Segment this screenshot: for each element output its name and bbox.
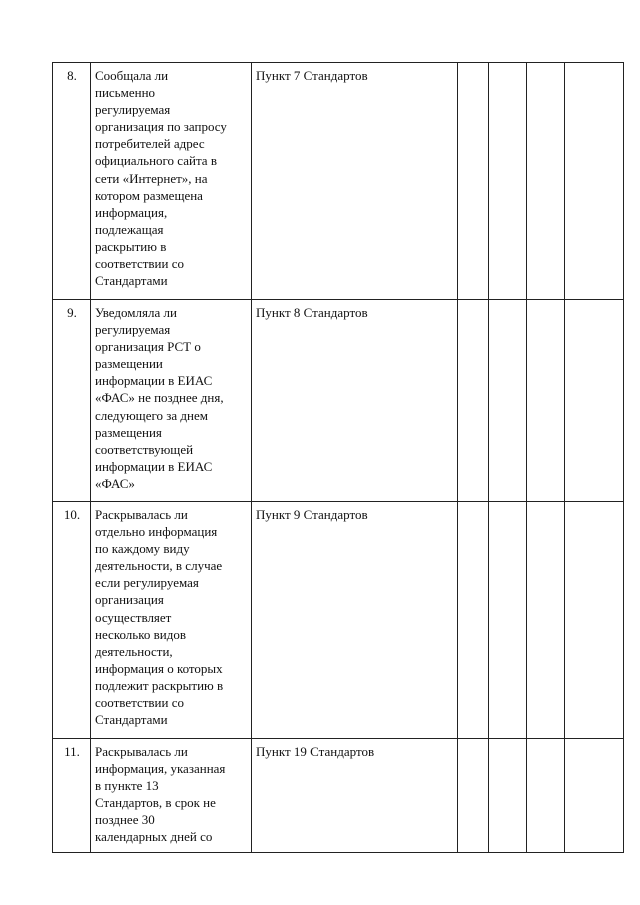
question-cell (91, 300, 252, 502)
question-line: «ФАС» не позднее дня, (95, 390, 224, 406)
reference-cell: Пункт 9 Стандартов (252, 502, 458, 739)
row-number: 9. (53, 300, 91, 502)
question-line: информации в ЕИАС (95, 373, 213, 389)
question-line: раскрытию в (95, 238, 167, 254)
answer-cell-na[interactable] (527, 739, 565, 853)
question-line: несколько видов (95, 626, 186, 642)
answer-cell-yes[interactable] (458, 63, 489, 300)
question-line: «ФАС» (95, 475, 135, 491)
question-cell (91, 739, 252, 853)
notes-cell[interactable] (565, 63, 624, 300)
answer-cell-yes[interactable] (458, 300, 489, 502)
answer-cell-no[interactable] (489, 739, 527, 853)
question-line: письменно (95, 85, 156, 101)
question-line: котором размещена (95, 187, 203, 203)
question-line: если регулируемая (95, 575, 199, 591)
answer-cell-no[interactable] (489, 63, 527, 300)
question-line: соответствии со (95, 695, 184, 711)
notes-cell[interactable] (565, 739, 624, 853)
row-number: 8. (53, 63, 91, 300)
question-line: Раскрывалась ли (95, 744, 188, 759)
reference-cell: Пункт 8 Стандартов (252, 300, 458, 502)
question-line: по каждому виду (95, 541, 190, 557)
question-line: сети «Интернет», на (95, 170, 208, 186)
question-cell (91, 502, 252, 739)
table-body (53, 63, 624, 853)
question-line: Стандартами (95, 273, 168, 289)
question-line: осуществляет (95, 609, 172, 625)
answer-cell-no[interactable] (489, 502, 527, 739)
row-number: 10. (53, 502, 91, 739)
question-line: Уведомляла ли (95, 305, 177, 320)
answer-cell-yes[interactable] (458, 502, 489, 739)
question-line: отдельно информация (95, 524, 218, 540)
question-line: официального сайта в (95, 153, 217, 169)
question-line: соответствии со (95, 256, 184, 272)
question-line: подлежащая (95, 221, 164, 237)
question-line: потребителей адрес (95, 136, 205, 152)
question-line: позднее 30 (95, 812, 155, 828)
question-line: информация о которых (95, 660, 223, 676)
answer-cell-no[interactable] (489, 300, 527, 502)
question-line: Сообщала ли (95, 68, 169, 83)
question-line: размещении (95, 356, 163, 372)
question-line: организация РСТ о (95, 339, 201, 355)
question-line: подлежит раскрытию в (95, 677, 224, 693)
question-line: размещения (95, 424, 162, 440)
answer-cell-na[interactable] (527, 300, 565, 502)
question-line: Стандартами (95, 712, 168, 728)
question-line: информации в ЕИАС (95, 458, 213, 474)
question-line: соответствующей (95, 441, 194, 457)
question-line: в пункте 13 (95, 778, 159, 794)
question-line: деятельности, (95, 643, 173, 659)
notes-cell[interactable] (565, 502, 624, 739)
answer-cell-na[interactable] (527, 63, 565, 300)
answer-cell-na[interactable] (527, 502, 565, 739)
question-line: следующего за днем (95, 407, 208, 423)
question-line: информация, (95, 204, 168, 220)
question-line: организация (95, 592, 164, 608)
reference-cell: Пункт 19 Стандартов (252, 739, 458, 853)
question-line: регулируемая (95, 102, 171, 118)
question-line: календарных дней со (95, 829, 213, 845)
question-line: Стандартов, в срок не (95, 795, 216, 811)
notes-cell[interactable] (565, 300, 624, 502)
question-line: регулируемая (95, 322, 171, 338)
row-number: 11. (53, 739, 91, 853)
table-row (53, 300, 624, 502)
question-line: организация по запросу (95, 119, 227, 135)
answer-cell-yes[interactable] (458, 739, 489, 853)
question-cell (91, 63, 252, 300)
checklist-table (52, 62, 624, 853)
question-line: информация, указанная (95, 761, 226, 777)
question-line: Раскрывалась ли (95, 507, 188, 522)
question-line: деятельности, в случае (95, 558, 223, 574)
table-row (53, 502, 624, 739)
table-row (53, 739, 624, 853)
table-row (53, 63, 624, 300)
reference-cell: Пункт 7 Стандартов (252, 63, 458, 300)
